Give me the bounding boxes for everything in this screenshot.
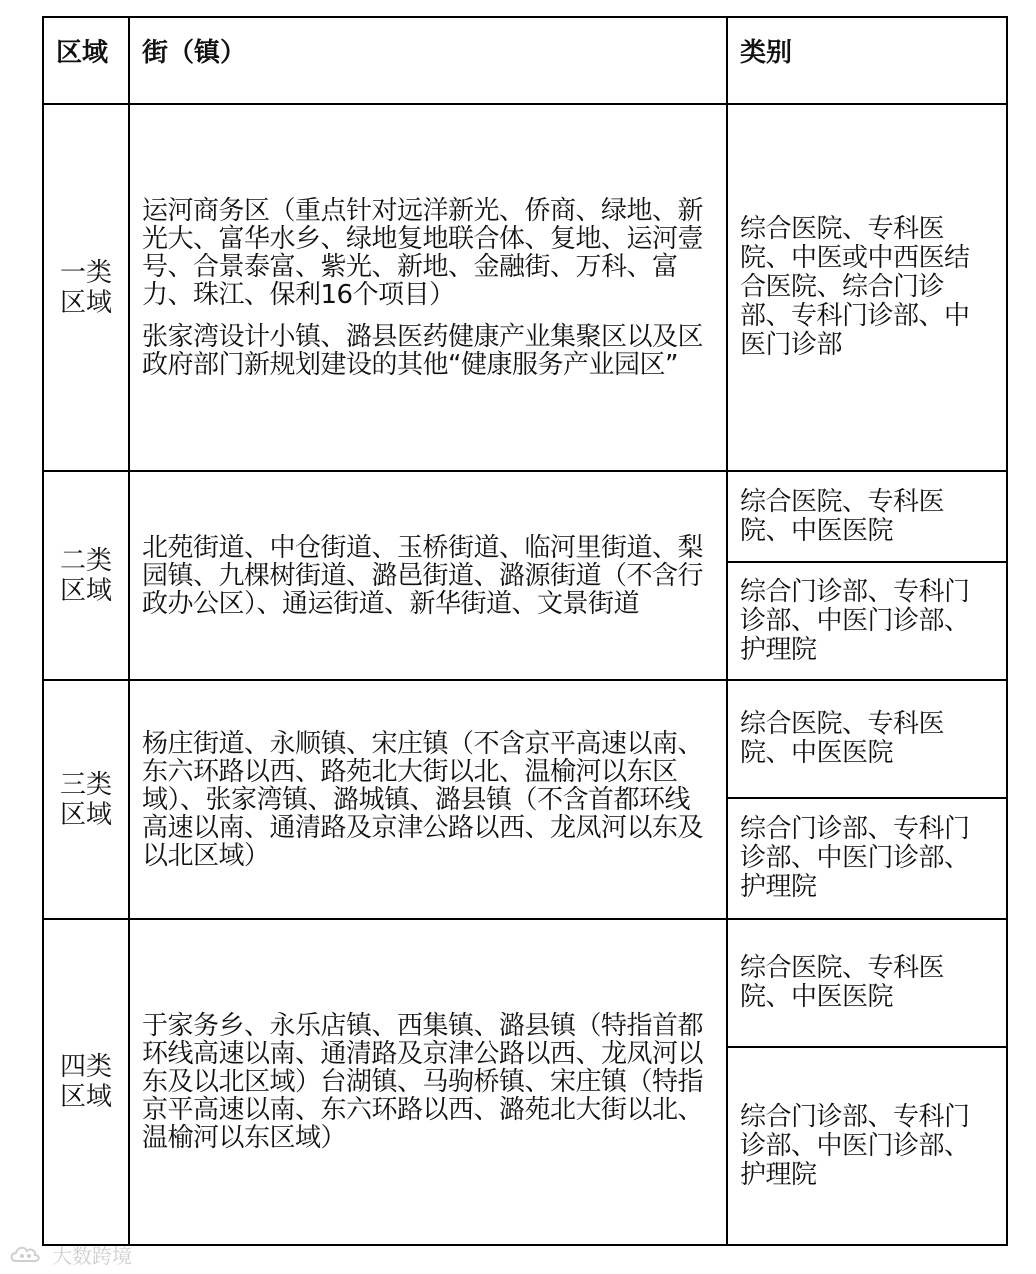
category-cell: 综合医院、专科医院、中医医院 — [727, 680, 1007, 798]
streets-text: 于家务乡、永乐店镇、西集镇、潞县镇（特指首都环线高速以南、通清路及京津公路以西、龙凤河以东及以北区域）台湖镇、马驹桥镇、宋庄镇（特指京平高速以南、东六环路以西、潞苑北大街以北、温榆河以东区域） — [142, 1011, 704, 1153]
table-row — [43, 104, 1007, 471]
header-category: 类别 — [727, 17, 1007, 104]
watermark-text: 大数跨境 — [52, 1244, 132, 1268]
category-cell: 综合门诊部、专科门诊部、中医门诊部、护理院 — [727, 562, 1007, 680]
header-row — [43, 17, 1007, 104]
category-cell: 综合门诊部、专科门诊部、中医门诊部、护理院 — [727, 798, 1007, 919]
streets-text: 杨庄街道、永顺镇、宋庄镇（不含京平高速以南、东六环路以西、路苑北大街以北、温榆河以东区域）、张家湾镇、潞城镇、潞县镇（不含首都环线高速以南、通清路及京津公路以西、龙凤河以东及以北区域） — [142, 728, 704, 871]
streets-text: 北苑街道、中仓街道、玉桥街道、临河里街道、梨园镇、九棵树街道、潞邑街道、潞源街道（不含行政办公区）、通运街道、新华街道、文景街道 — [142, 532, 704, 619]
header-streets: 街（镇） — [129, 17, 727, 104]
region-cell: 四类 区域 — [43, 919, 129, 1245]
zones-table — [42, 16, 1008, 1246]
watermark — [8, 1240, 132, 1269]
category-cell: 综合医院、专科医院、中医医院 — [727, 471, 1007, 562]
region-cell: 一类 区域 — [43, 104, 129, 471]
streets-cell — [129, 919, 727, 1245]
streets-text: 运河商务区（重点针对远洋新光、侨商、绿地、新光大、富华水乡、绿地复地联合体、复地、运河壹号、合景泰富、紫光、新地、金融街、万科、富力、珠江、保利16个项目） — [142, 195, 704, 310]
table-row — [43, 471, 1007, 562]
table-row — [43, 919, 1007, 1047]
category-cell: 综合医院、专科医院、中医医院 — [727, 919, 1007, 1047]
category-cell: 综合门诊部、专科门诊部、中医门诊部、护理院 — [727, 1047, 1007, 1245]
region-cell: 二类 区域 — [43, 471, 129, 680]
header-region: 区域 — [43, 17, 129, 104]
category-cell: 综合医院、专科医院、中医或中西医结合医院、综合门诊部、专科门诊部、中医门诊部 — [727, 104, 1007, 471]
streets-cell — [129, 104, 727, 471]
streets-text: 张家湾设计小镇、潞县医药健康产业集聚区以及区政府部门新规划建设的其他“健康服务产业园区” — [142, 321, 704, 380]
streets-cell — [129, 471, 727, 680]
table-row — [43, 680, 1007, 798]
streets-cell — [129, 680, 727, 919]
region-cell: 三类 区域 — [43, 680, 129, 919]
cloud-logo-icon — [8, 1243, 46, 1267]
